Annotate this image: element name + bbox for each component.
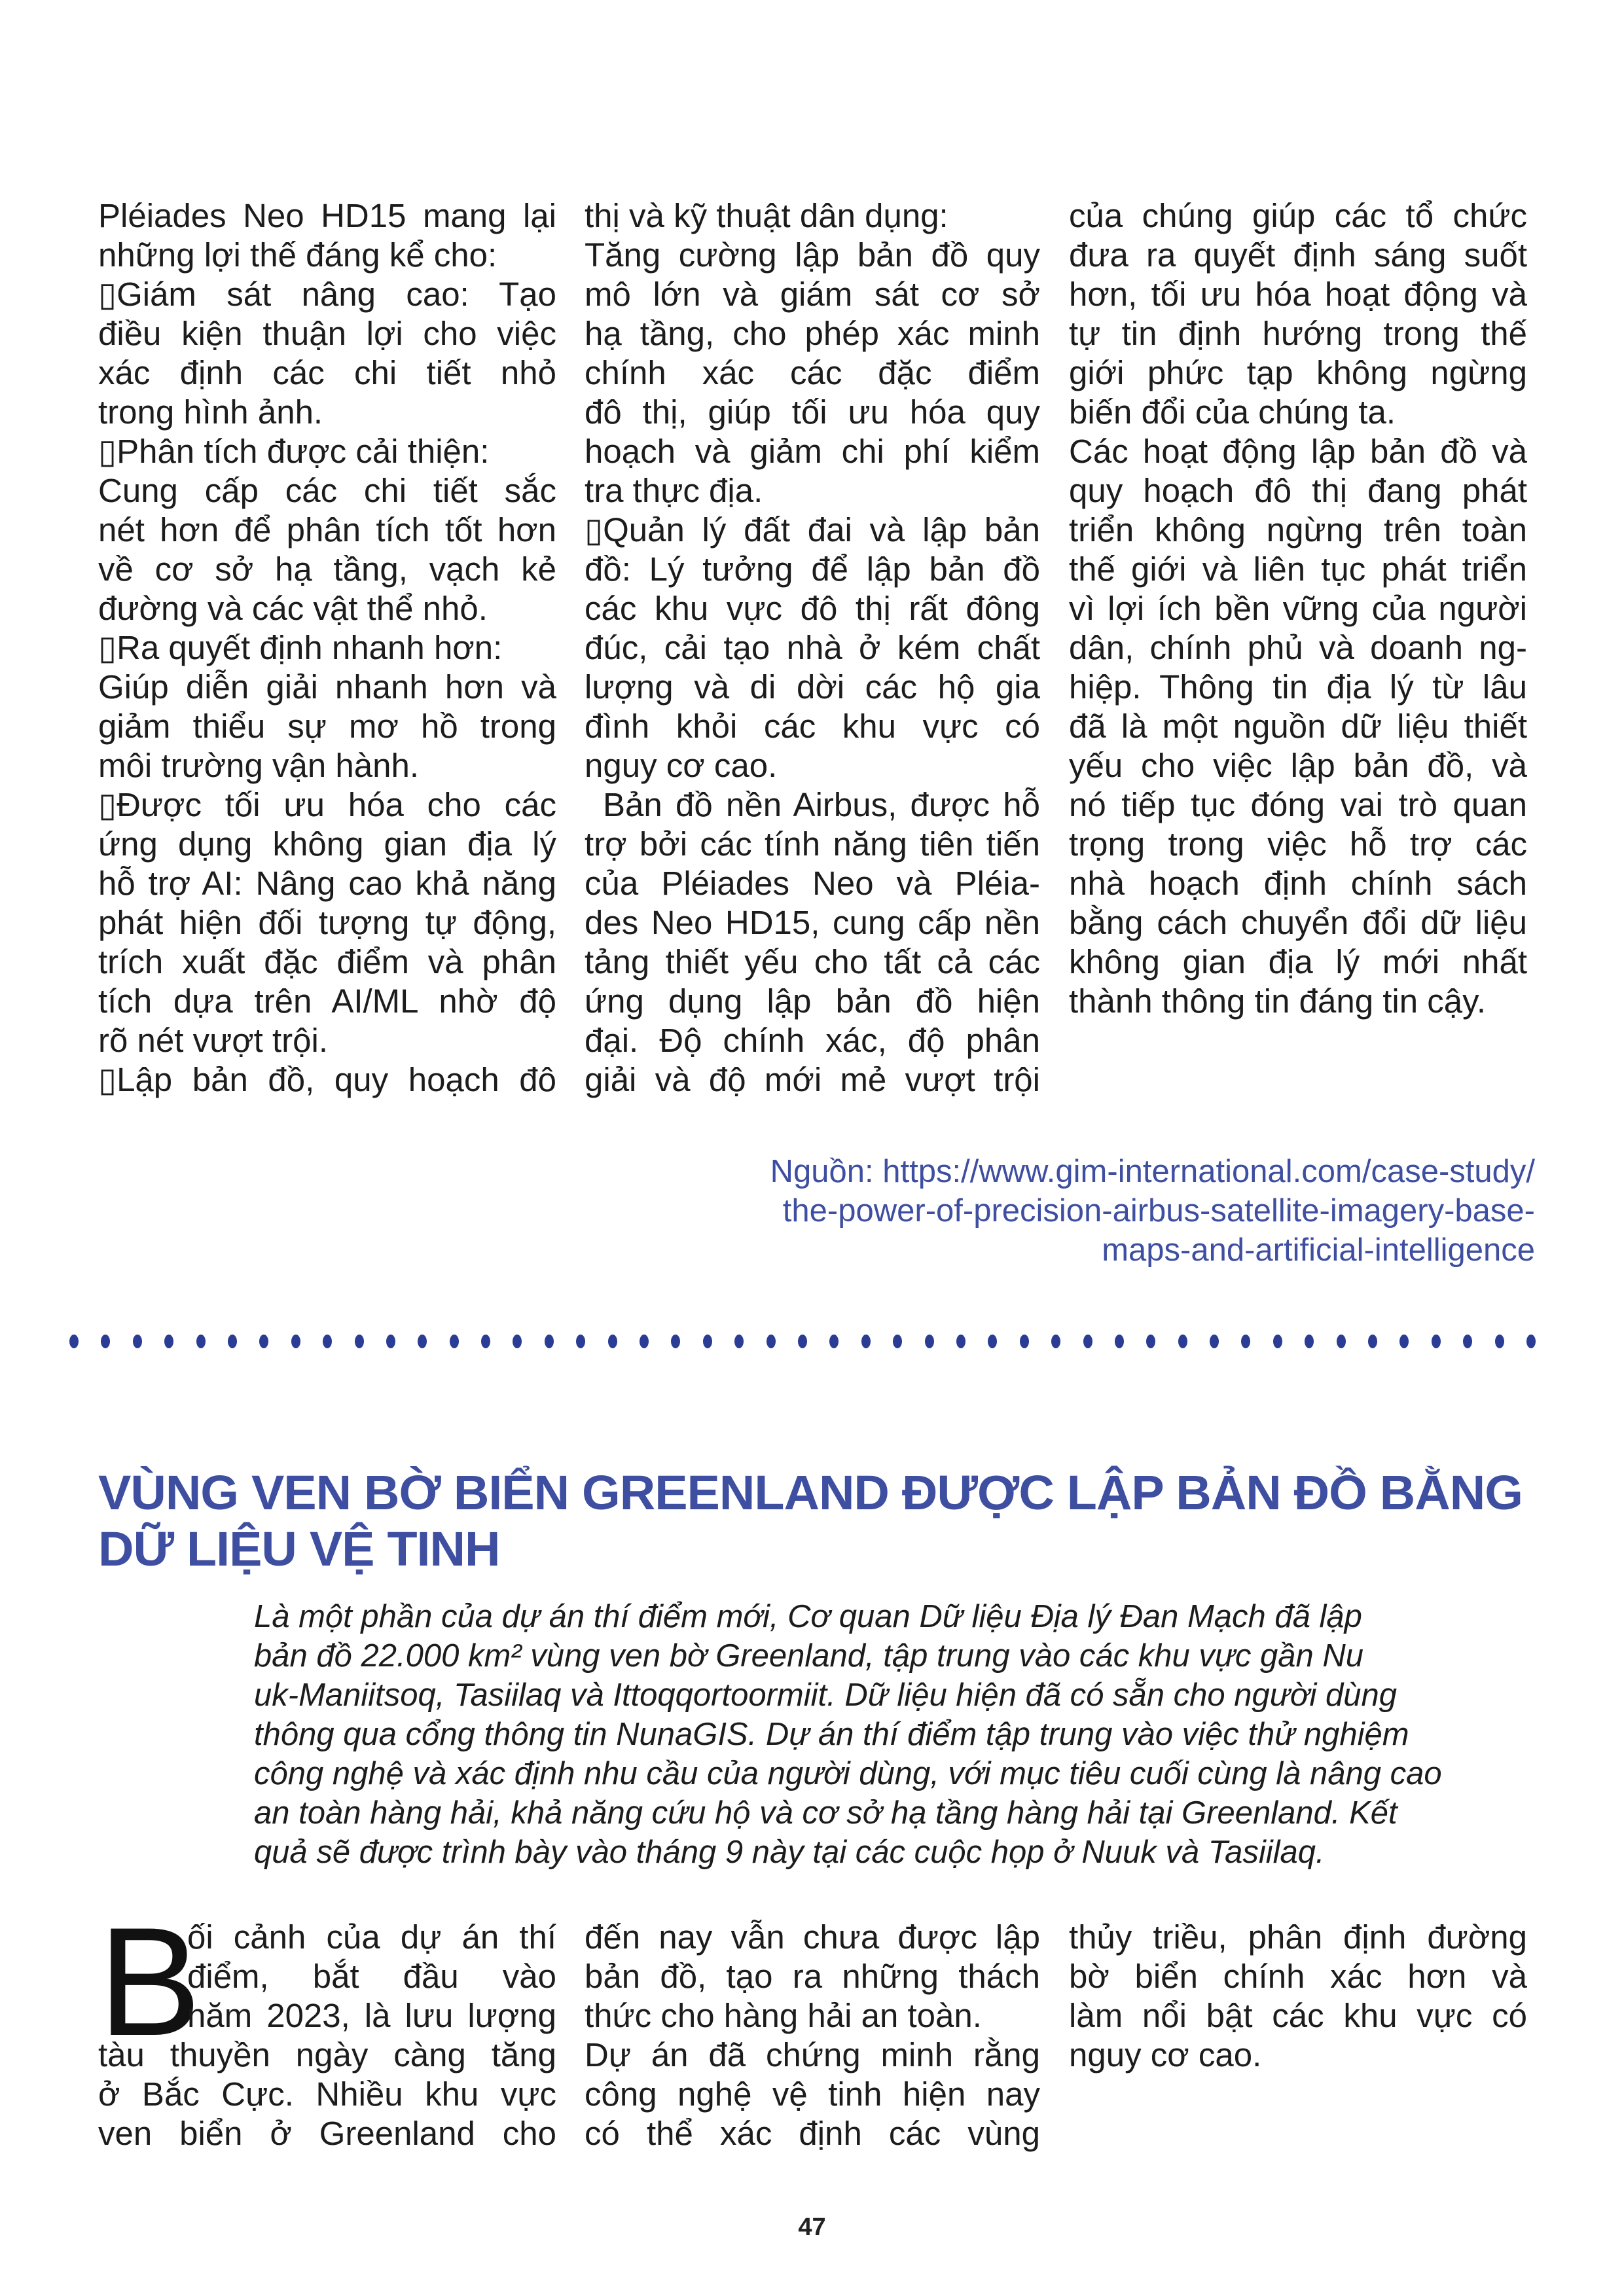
divider-dot [228, 1335, 237, 1348]
divider-dot [798, 1335, 807, 1348]
source-line[interactable]: the-power-of-precision-airbus-satellite-imagery-base- [782, 1193, 1535, 1229]
text-line: giảm thiểu sự mơ hồ trong [98, 708, 556, 745]
lead-line: thông qua cổng thông tin NunaGIS. Dự án thí điểm tập trung vào việc thử nghiệm [254, 1717, 1409, 1752]
divider-dot [734, 1335, 744, 1348]
text-line: Các hoạt động lập bản đồ và [1069, 433, 1527, 470]
divider-dot [925, 1335, 934, 1348]
page-number: 47 [798, 2214, 826, 2241]
lead-line: công nghệ và xác định nhu cầu của người dùng, với mục tiêu cuối cùng là nâng cao [254, 1756, 1442, 1791]
lead-line: uk-Maniitsoq, Tasiilaq và Ittoqqortoormiit. Dữ liệu hiện đã có sẵn cho người dùng [254, 1677, 1397, 1713]
divider-dot [69, 1335, 79, 1348]
text-line: mô lớn và giám sát cơ sở [585, 276, 1040, 313]
divider-dot [545, 1335, 554, 1348]
article-two-lead [254, 1597, 1537, 1872]
text-line: của chúng giúp các tổ chức [1069, 197, 1527, 234]
source-line[interactable]: Nguồn: https://www.gim-international.com/case-study/ [770, 1154, 1535, 1189]
article-one-column-3 [1069, 196, 1527, 1021]
divider-dot [671, 1335, 680, 1348]
text-line: nguy cơ cao. [585, 747, 778, 784]
text-line: có thể xác định các vùng [585, 2115, 1040, 2152]
text-line: ứng dụng không gian địa lý [98, 825, 556, 863]
divider-dot [1051, 1335, 1060, 1348]
text-line: đồ: Lý tưởng để lập bản đồ [585, 550, 1040, 588]
lead-line: bản đồ 22.000 km² vùng ven bờ Greenland, tập trung vào các khu vực gần Nu [254, 1638, 1364, 1674]
text-line: giới phức tạp không ngừng [1069, 354, 1527, 391]
text-line: ▯Phân tích được cải thiện: [98, 433, 490, 470]
article-one-column-2 [585, 196, 1040, 1100]
divider-dot [1178, 1335, 1187, 1348]
divider-dot [576, 1335, 585, 1348]
text-line: xác định các chi tiết nhỏ [98, 354, 556, 391]
text-line: năm 2023, là lưu lượng [187, 1997, 556, 2034]
divider-dot [386, 1335, 395, 1348]
text-line: ▯Quản lý đất đai và lập bản [585, 511, 1040, 548]
divider-dot [1146, 1335, 1155, 1348]
divider-dot [291, 1335, 300, 1348]
text-line: yếu cho việc lập bản đồ, và [1069, 747, 1527, 784]
text-line: đến nay vẫn chưa được lập [585, 1918, 1040, 1956]
text-line: hiệp. Thông tin địa lý từ lâu [1069, 668, 1527, 706]
text-line: dân, chính phủ và doanh ng- [1069, 629, 1527, 666]
divider-dot [893, 1335, 902, 1348]
text-line: thị và kỹ thuật dân dụng: [585, 197, 948, 234]
divider-dot [703, 1335, 712, 1348]
divider-dot [1399, 1335, 1409, 1348]
divider-dot [1495, 1335, 1504, 1348]
text-line: nét hơn để phân tích tốt hơn [98, 511, 556, 548]
dotted-divider [69, 1335, 1536, 1350]
text-line: phát hiện đối tượng tự động, [98, 904, 556, 941]
text-line: điểm, bắt đầu vào [187, 1958, 556, 1995]
divider-dot [1432, 1335, 1441, 1348]
text-line: không gian địa lý mới nhất [1069, 943, 1527, 980]
text-line: đúc, cải tạo nhà ở kém chất [585, 629, 1040, 666]
text-line: Giúp diễn giải nhanh hơn và [98, 668, 556, 706]
divider-dot [481, 1335, 490, 1348]
source-line[interactable]: maps-and-artificial-intelligence [1102, 1232, 1535, 1268]
text-line: hỗ trợ AI: Nâng cao khả năng [98, 865, 556, 902]
text-line: tra thực địa. [585, 472, 763, 509]
article-one-column-1 [98, 196, 556, 1100]
text-line: thành thông tin đáng tin cậy. [1069, 982, 1487, 1020]
divider-dot [1273, 1335, 1282, 1348]
text-line: giải và độ mới mẻ vượt trội [585, 1061, 1040, 1098]
text-line: triển không ngừng trên toàn [1069, 511, 1527, 548]
text-line: hơn, tối ưu hóa hoạt động và [1069, 276, 1527, 313]
text-line: môi trường vận hành. [98, 747, 420, 784]
divider-dot [1083, 1335, 1092, 1348]
divider-dot [513, 1335, 522, 1348]
text-line: đường và các vật thể nhỏ. [98, 590, 488, 627]
divider-dot [956, 1335, 965, 1348]
text-line: trợ bởi các tính năng tiên tiến [585, 825, 1040, 863]
text-line: ứng dụng lập bản đồ hiện [585, 982, 1040, 1020]
divider-dot [1305, 1335, 1314, 1348]
lead-line: an toàn hàng hải, khả năng cứu hộ và cơ sở hạ tầng hàng hải tại Greenland. Kết [254, 1795, 1398, 1831]
text-line: những lợi thế đáng kể cho: [98, 236, 497, 274]
divider-dot [355, 1335, 364, 1348]
headline-line: DỮ LIỆU VỆ TINH [98, 1522, 500, 1576]
divider-dot [988, 1335, 997, 1348]
text-line: trong hình ảnh. [98, 393, 323, 431]
text-line: tàu thuyền ngày càng tăng [98, 2036, 556, 2073]
text-line: vì lợi ích bền vững của người [1069, 590, 1527, 627]
text-line: các khu vực đô thị rất đông [585, 590, 1040, 627]
text-line: tự tin định hướng trong thế [1069, 315, 1527, 352]
divider-dot [164, 1335, 173, 1348]
divider-dot [101, 1335, 110, 1348]
divider-dot [1337, 1335, 1346, 1348]
text-line: bằng cách chuyển đổi dữ liệu [1069, 904, 1527, 941]
text-line: nhà hoạch định chính sách [1069, 865, 1527, 902]
divider-dot [767, 1335, 776, 1348]
text-line: nó tiếp tục đóng vai trò quan [1069, 786, 1527, 823]
divider-dot [829, 1335, 839, 1348]
divider-dot [640, 1335, 649, 1348]
article-two-column-1 [98, 1895, 556, 2153]
text-line: ▯Ra quyết định nhanh hơn: [98, 629, 503, 666]
text-line: đại. Độ chính xác, độ phân [585, 1022, 1040, 1059]
article-two-column-3 [1069, 1918, 1527, 2075]
text-line: rõ nét vượt trội. [98, 1022, 329, 1059]
text-line: biến đổi của chúng ta. [1069, 393, 1396, 431]
text-line: des Neo HD15, cung cấp nền [585, 904, 1040, 941]
text-line: chính xác các đặc điểm [585, 354, 1040, 391]
text-line: quy hoạch đô thị đang phát [1069, 472, 1527, 509]
lead-line: quả sẽ được trình bày vào tháng 9 này tại các cuộc họp ở Nuuk và Tasiilaq. [254, 1835, 1325, 1870]
source-citation[interactable] [579, 1152, 1535, 1270]
text-line: ▯Giám sát nâng cao: Tạo [98, 276, 556, 313]
text-line: làm nổi bật các khu vực có [1069, 1997, 1527, 2034]
text-line: của Pléiades Neo và Pléia- [585, 865, 1040, 902]
divider-dot [1463, 1335, 1472, 1348]
text-line: ối cảnh của dự án thí [187, 1918, 556, 1956]
article-two-column-2 [585, 1918, 1040, 2153]
text-line: Dự án đã chứng minh rằng [585, 2036, 1040, 2073]
divider-dot [1526, 1335, 1536, 1348]
text-line: đình khỏi các khu vực có [585, 708, 1040, 745]
divider-dot [608, 1335, 617, 1348]
divider-dot [450, 1335, 459, 1348]
text-line: bờ biển chính xác hơn và [1069, 1958, 1527, 1995]
text-line: thức cho hàng hải an toàn. [585, 1997, 982, 2034]
text-line: tảng thiết yếu cho tất cả các [585, 943, 1040, 980]
text-line: công nghệ vệ tinh hiện nay [585, 2075, 1040, 2113]
text-line: về cơ sở hạ tầng, vạch kẻ [98, 550, 556, 588]
divider-dot [1368, 1335, 1377, 1348]
text-line: ▯Được tối ưu hóa cho các [98, 786, 556, 823]
text-line: điều kiện thuận lợi cho việc [98, 315, 556, 352]
text-line: đưa ra quyết định sáng suốt [1069, 236, 1527, 274]
drop-cap: B [98, 1895, 202, 2068]
divider-dot [133, 1335, 142, 1348]
divider-dot [1241, 1335, 1250, 1348]
divider-dot [1020, 1335, 1029, 1348]
article-two-headline [98, 1465, 1567, 1577]
text-line: trích xuất đặc điểm và phân [98, 943, 556, 980]
divider-dot [323, 1335, 332, 1348]
divider-dot [861, 1335, 871, 1348]
text-line: đô thị, giúp tối ưu hóa quy [585, 393, 1040, 431]
text-line: ▯Lập bản đồ, quy hoạch đô [98, 1061, 556, 1098]
text-line: Cung cấp các chi tiết sắc [98, 472, 556, 509]
text-line: tích dựa trên AI/ML nhờ độ [98, 982, 556, 1020]
divider-dot [418, 1335, 427, 1348]
divider-dot [259, 1335, 268, 1348]
text-line: ở Bắc Cực. Nhiều khu vực [98, 2075, 556, 2113]
text-line: hoạch và giảm chi phí kiểm [585, 433, 1040, 470]
text-line: Tăng cường lập bản đồ quy [585, 236, 1040, 274]
text-line: bản đồ, tạo ra những thách [585, 1958, 1040, 1995]
text-line: hạ tầng, cho phép xác minh [585, 315, 1040, 352]
divider-dot [1210, 1335, 1219, 1348]
headline-line: VÙNG VEN BỜ BIỂN GREENLAND ĐƯỢC LẬP BẢN ĐỒ BẰNG [98, 1465, 1523, 1520]
text-line: trọng trong việc hỗ trợ các [1069, 825, 1527, 863]
text-line: thế giới và liên tục phát triển [1069, 550, 1527, 588]
text-line: Bản đồ nền Airbus, được hỗ [603, 786, 1040, 823]
text-line: lượng và di dời các hộ gia [585, 668, 1040, 706]
text-line: Pléiades Neo HD15 mang lại [98, 197, 556, 234]
lead-line: Là một phần của dự án thí điểm mới, Cơ quan Dữ liệu Địa lý Đan Mạch đã lập [254, 1599, 1362, 1634]
divider-dot [196, 1335, 206, 1348]
divider-dot [1115, 1335, 1124, 1348]
text-line: thủy triều, phân định đường [1069, 1918, 1527, 1956]
text-line: nguy cơ cao. [1069, 2036, 1262, 2073]
text-line: đã là một nguồn dữ liệu thiết [1069, 708, 1527, 745]
text-line: ven biển ở Greenland cho [98, 2115, 556, 2152]
